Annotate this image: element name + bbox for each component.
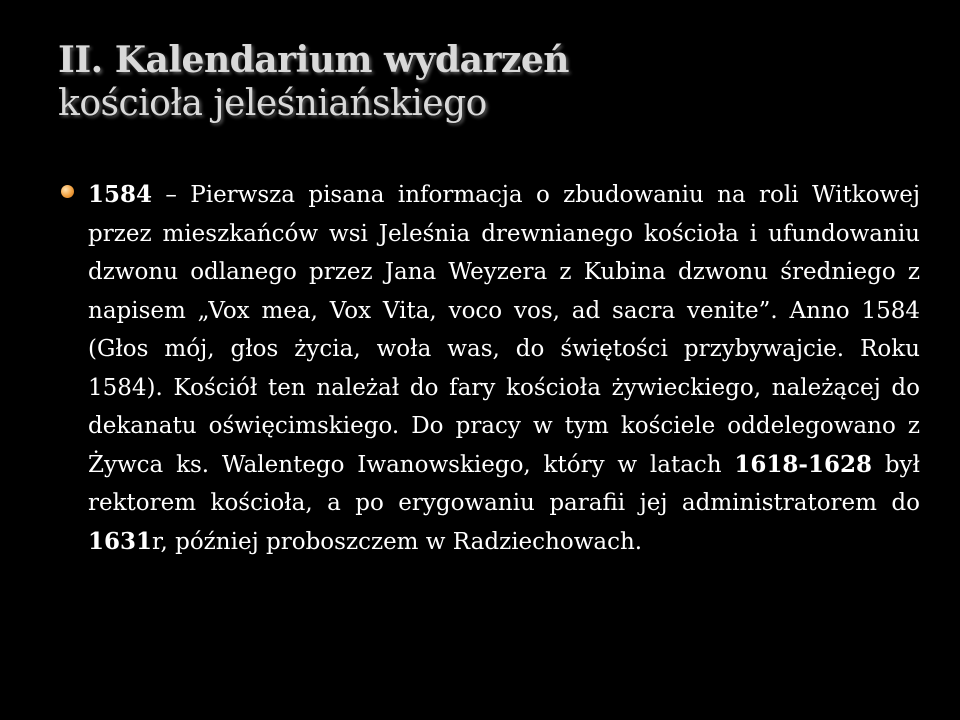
- text-part-2: był rektorem kościoła, a po erygowaniu parafii jej administratorem do: [88, 451, 920, 516]
- title-line-sub: kościoła jeleśniańskiego: [58, 83, 487, 124]
- bullet-dot-icon: [61, 185, 74, 198]
- year-start: 1584: [88, 181, 153, 208]
- slide-content: [60, 176, 920, 561]
- slide-title: [58, 38, 918, 126]
- text-part-1: – Pierwsza pisana informacja o zbudowaniu na roli Witkowej przez mieszkańców wsi Jeleśnia drewnianego kościoła i ufundowaniu dzwonu odlanego przez Jana Weyzera z Kubina dzwonu średniego z napisem „Vox mea, Vox Vita, voco vos, ad sacra venite”. Anno 1584 (Głos mój, głos życia, woła was, do świętości przybywajcie. Roku 1584). Kościół ten należał do fary kościoła żywieckiego, należącej do dekanatu oświęcimskiego. Do pracy w tym kościele oddelegowano z Żywca ks. Walentego Iwanowskiego, który w latach: [88, 182, 920, 478]
- year-end: 1631: [88, 527, 153, 555]
- text-part-3: r, później proboszczem w Radziechowach.: [152, 528, 643, 555]
- bullet-paragraph: [88, 176, 920, 561]
- bullet-item: [60, 176, 920, 561]
- title-line-main: II. Kalendarium wydarzeń: [58, 39, 569, 81]
- years-range: 1618-1628: [734, 450, 872, 478]
